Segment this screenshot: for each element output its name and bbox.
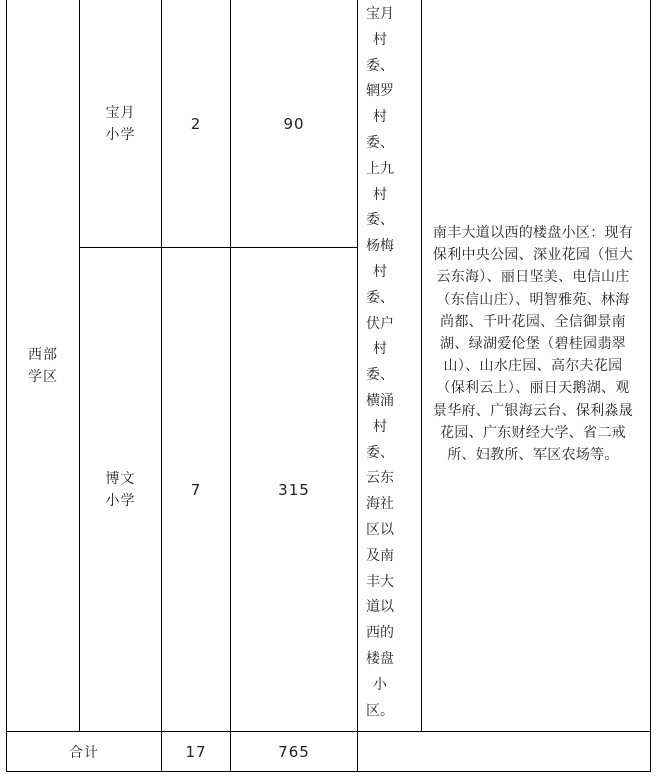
- catchment-zone-cell: [362, 2, 398, 728]
- class-count-cell: [162, 248, 230, 731]
- total-empty-cell: [358, 732, 650, 771]
- student-count: 315: [278, 480, 310, 499]
- student-count-cell: [231, 0, 357, 247]
- column-divider-5: [421, 0, 422, 731]
- catchment-zone-text: 宝月村委、辋罗村委、上九村委、杨梅村委、伏户村委、横涌村委、云东海社区以及南丰大道以西的楼盘小区。: [366, 6, 394, 719]
- class-count: 2: [190, 114, 202, 133]
- total-students: 765: [278, 742, 310, 761]
- student-count-cell: [231, 248, 357, 731]
- notes-cell: [430, 222, 636, 466]
- school-name-cell: [80, 248, 161, 731]
- student-count: 90: [283, 114, 305, 133]
- total-label: 合计: [69, 744, 99, 761]
- column-divider-4: [357, 0, 358, 772]
- table-border-right: [650, 0, 651, 772]
- total-classes: 17: [185, 742, 207, 761]
- table-border-bottom: [6, 771, 651, 772]
- school-name-cell: [80, 0, 161, 247]
- total-label-cell: [7, 732, 161, 771]
- school-name: 博文小学: [105, 470, 136, 509]
- district-cell: [7, 0, 79, 731]
- class-count: 7: [190, 480, 202, 499]
- district-name: 西部学区: [27, 346, 58, 385]
- school-name: 宝月小学: [105, 104, 136, 143]
- total-classes-cell: [162, 732, 230, 771]
- class-count-cell: [162, 0, 230, 247]
- total-students-cell: [231, 732, 357, 771]
- notes-text: 南丰大道以西的楼盘小区：现有保利中央公园、深业花园（恒大云东海）、丽日坚美、电信山庄（东信山庄）、明智雅苑、林海尚都、千叶花园、全信御景南湖、绿湖爱伦堡（碧桂园翡翠山）、山水庄园、高尔夫花园（保利云上）、丽日天鹅湖、观景华府、广银海云台、保利淼晟花园、广东财经大学、省二戒所、妇教所、军区农场等。: [432, 225, 634, 464]
